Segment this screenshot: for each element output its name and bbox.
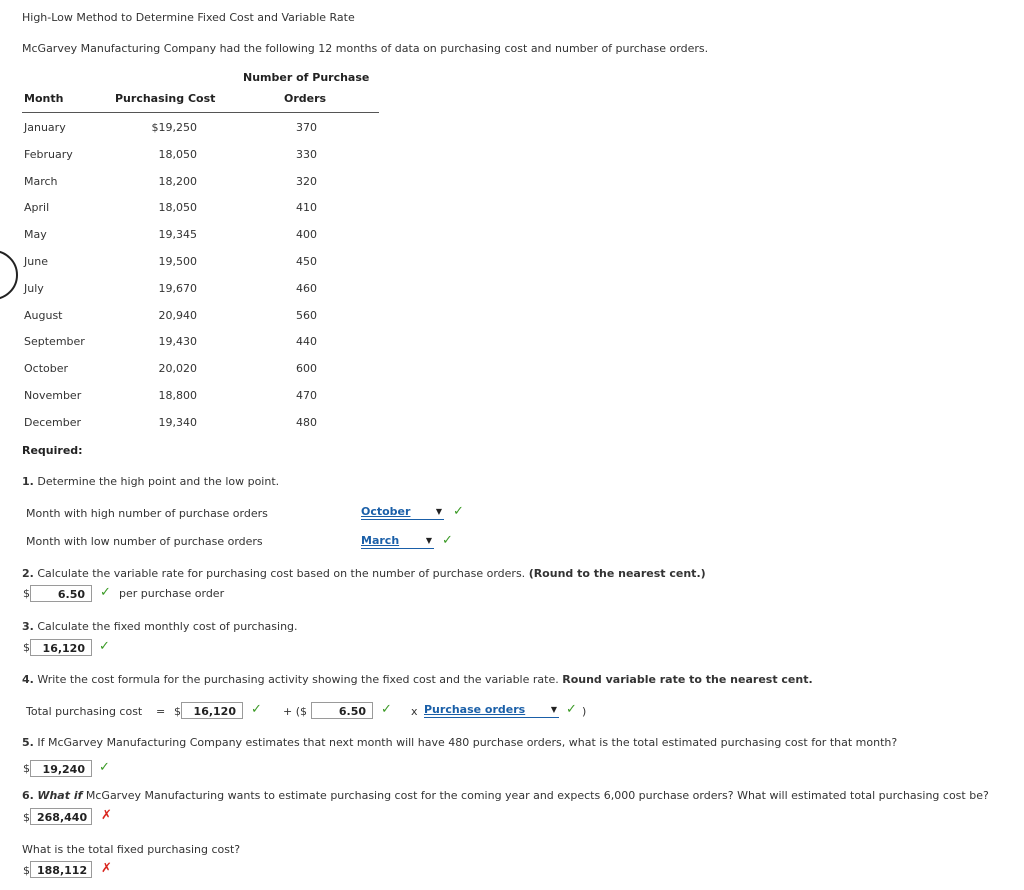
month-cell: September [24, 335, 85, 348]
variable-rate-input[interactable]: 6.50 [30, 585, 92, 602]
high-month-check-icon: ✓ [453, 504, 464, 519]
q1-text: Determine the high point and the low point. [37, 475, 280, 488]
q6-prompt [22, 789, 989, 802]
cost-cell: 18,200 [158, 175, 197, 188]
month-cell: December [24, 416, 82, 429]
q6-currency: $ [23, 811, 30, 824]
month-cell: November [24, 389, 82, 402]
q2-suffix: per purchase order [119, 587, 225, 600]
dropdown-arrow-icon: ▼ [550, 705, 557, 714]
formula-times: x [411, 705, 418, 718]
dropdown-arrow-icon: ▼ [435, 507, 442, 516]
cost-cell: 18,800 [158, 389, 197, 402]
month-cell: July [24, 282, 44, 295]
formula-close-paren: ) [582, 705, 587, 718]
annual-fixed-cost-input[interactable]: 188,112 [30, 861, 92, 878]
q6-fixed-currency: $ [23, 864, 30, 877]
q1-low-label: Month with low number of purchase orders [26, 535, 263, 548]
cost-driver-select[interactable] [424, 703, 559, 718]
cost-cell: 20,940 [158, 309, 197, 322]
formula-rate-input[interactable]: 6.50 [311, 702, 373, 719]
formula-rate-check-icon: ✓ [381, 702, 392, 717]
q6-number: 6. [22, 789, 34, 802]
cost-cell: 20,020 [158, 362, 197, 375]
cost-cell: 19,340 [158, 416, 197, 429]
q4-note: Round variable rate to the nearest cent. [562, 673, 813, 686]
q5-check-icon: ✓ [99, 760, 110, 775]
q2-number: 2. [22, 567, 34, 580]
month-cell: March [24, 175, 58, 188]
formula-fixed-check-icon: ✓ [251, 702, 262, 717]
q2-note: (Round to the nearest cent.) [528, 567, 706, 580]
cost-cell: 18,050 [158, 148, 197, 161]
page-title: High-Low Method to Determine Fixed Cost and Variable Rate [22, 11, 355, 24]
cost-cell: 18,050 [158, 201, 197, 214]
q6-fixed-question: What is the total fixed purchasing cost? [22, 843, 241, 856]
cost-driver-check-icon: ✓ [566, 702, 577, 717]
q6-fixed-incorrect-icon: ✗ [101, 861, 112, 876]
next-month-cost-input[interactable]: 19,240 [30, 760, 92, 777]
formula-plus: + ($ [283, 705, 308, 718]
month-cell: June [24, 255, 48, 268]
low-month-check-icon: ✓ [442, 533, 453, 548]
col-header-cost: Purchasing Cost [115, 92, 216, 105]
q6-incorrect-icon: ✗ [101, 808, 112, 823]
orders-cell: 410 [296, 201, 317, 214]
cost-cell: 19,500 [158, 255, 197, 268]
month-cell: October [24, 362, 69, 375]
q4-prompt [22, 673, 813, 686]
month-cell: February [24, 148, 73, 161]
month-cell: May [24, 228, 47, 241]
q3-number: 3. [22, 620, 34, 633]
high-month-value: October [361, 505, 411, 518]
low-month-value: March [361, 534, 400, 547]
month-cell: April [24, 201, 50, 214]
orders-cell: 330 [296, 148, 317, 161]
intro-text: McGarvey Manufacturing Company had the following 12 months of data on purchasing cost and number of purchase orders. [22, 42, 709, 55]
orders-cell: 470 [296, 389, 317, 402]
dropdown-arrow-icon: ▼ [425, 536, 432, 545]
orders-cell: 480 [296, 416, 317, 429]
annual-cost-input[interactable]: 268,440 [30, 808, 92, 825]
col-header-month: Month [24, 92, 64, 105]
q2-currency: $ [23, 587, 30, 600]
q6-what-if: What if [37, 789, 83, 802]
q6-text: McGarvey Manufacturing wants to estimate purchasing cost for the coming year and expects 6,000 purchase orders? What will estimated total purchasing cost be? [85, 789, 989, 802]
month-cell: August [24, 309, 63, 322]
low-month-select[interactable] [361, 534, 434, 549]
formula-label: Total purchasing cost [26, 705, 143, 718]
orders-cell: 440 [296, 335, 317, 348]
col-header-orders-line1: Number of Purchase [243, 71, 370, 84]
q1-number: 1. [22, 475, 34, 488]
q2-prompt [22, 567, 706, 580]
table-header-rule [22, 112, 379, 113]
formula-fixed-input[interactable]: 16,120 [181, 702, 243, 719]
q3-currency: $ [23, 641, 30, 654]
cost-cell: 19,430 [158, 335, 197, 348]
q2-text: Calculate the variable rate for purchasing cost based on the number of purchase orders. [37, 567, 526, 580]
q2-check-icon: ✓ [100, 585, 111, 600]
formula-equals: = [156, 705, 166, 718]
q3-prompt [22, 620, 298, 633]
cost-cell: 19,345 [158, 228, 197, 241]
q4-number: 4. [22, 673, 34, 686]
high-month-select[interactable] [361, 505, 444, 520]
q4-text: Write the cost formula for the purchasing activity showing the fixed cost and the variable rate. [37, 673, 559, 686]
orders-cell: 460 [296, 282, 317, 295]
col-header-orders-line2: Orders [284, 92, 327, 105]
q1-prompt [22, 475, 279, 488]
required-heading: Required: [22, 444, 83, 457]
q3-text: Calculate the fixed monthly cost of purchasing. [37, 620, 298, 633]
orders-cell: 370 [296, 121, 317, 134]
formula-currency: $ [174, 705, 181, 718]
q5-text: If McGarvey Manufacturing Company estimates that next month will have 480 purchase orders, what is the total estimated purchasing cost for that month? [37, 736, 898, 749]
orders-cell: 600 [296, 362, 317, 375]
scroll-indicator-circle [0, 250, 18, 300]
orders-cell: 560 [296, 309, 317, 322]
q5-currency: $ [23, 762, 30, 775]
orders-cell: 320 [296, 175, 317, 188]
q5-number: 5. [22, 736, 34, 749]
q1-high-label: Month with high number of purchase orders [26, 507, 268, 520]
orders-cell: 450 [296, 255, 317, 268]
cost-driver-value: Purchase orders [424, 703, 526, 716]
q3-check-icon: ✓ [99, 639, 110, 654]
month-cell: January [24, 121, 66, 134]
cost-cell: 19,670 [158, 282, 197, 295]
fixed-cost-input[interactable]: 16,120 [30, 639, 92, 656]
cost-cell: $19,250 [151, 121, 197, 134]
q5-prompt [22, 736, 897, 749]
orders-cell: 400 [296, 228, 317, 241]
